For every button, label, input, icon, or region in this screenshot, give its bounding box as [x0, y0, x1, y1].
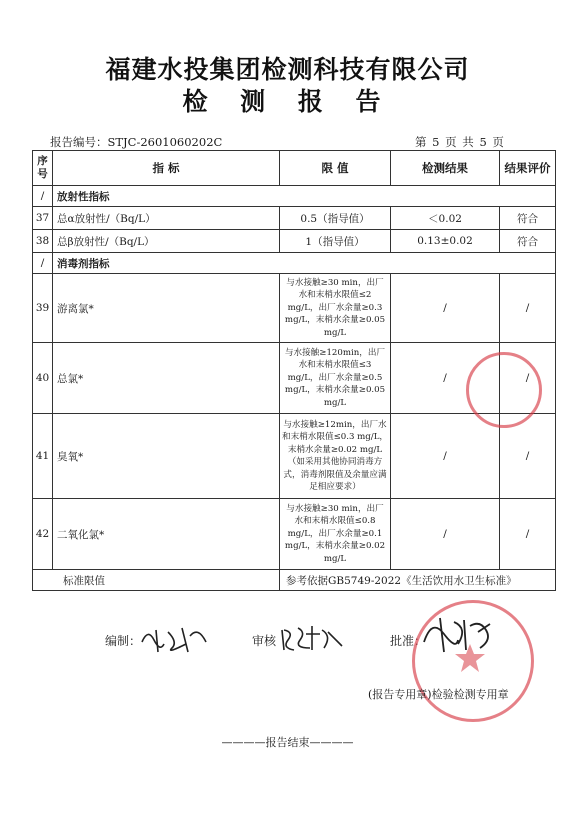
compile-label: 编制：: [105, 634, 142, 648]
table-row: [33, 414, 556, 499]
table-row: [33, 499, 556, 570]
row-result: 0.13±0.02: [391, 230, 500, 253]
company-title: 福建水投集团检测科技有限公司: [105, 55, 470, 84]
standard-label: 标准限值: [33, 570, 280, 591]
header-evaluation: 结果评价: [500, 151, 556, 186]
section-mark: /: [33, 253, 53, 274]
row-limit: 与水接触≥30 min，出厂水和末梢水限值≤2 mg/L，出厂水余量≥0.3 mg/L，末梢水余量≥0.05 mg/L: [280, 274, 391, 343]
row-eval: /: [500, 414, 556, 499]
row-no: 41: [33, 414, 53, 499]
header-limit: 限 值: [280, 151, 391, 186]
row-result: /: [391, 343, 500, 414]
row-limit: 1（指导值）: [280, 230, 391, 253]
page-info: 第 5 页 共 5 页: [415, 135, 505, 149]
row-limit: 与水接触≥120min，出厂水和末梢水限值≤3 mg/L，出厂水余量≥0.5 mg/L，末梢水余量≥0.05 mg/L: [280, 343, 391, 414]
report-number: [50, 134, 222, 150]
row-no: 42: [33, 499, 53, 570]
row-eval: /: [500, 274, 556, 343]
report-number-value: STJC-2601060202C: [107, 135, 223, 149]
row-indicator: 总氯*: [53, 343, 280, 414]
row-no: 40: [33, 343, 53, 414]
review-signature: [252, 632, 276, 649]
row-indicator: 总β放射性/（Bq/L）: [53, 230, 280, 253]
row-indicator: 二氧化氯*: [53, 499, 280, 570]
section-row-disinfectant: [33, 253, 556, 274]
review-label: 审核: [252, 634, 277, 648]
table-row: [33, 230, 556, 253]
row-eval: 符合: [500, 230, 556, 253]
seal-note: (报告专用章)检验检测专用章: [368, 688, 509, 701]
row-eval: 符合: [500, 207, 556, 230]
section-mark: /: [33, 186, 53, 207]
row-result: ＜0.02: [391, 207, 500, 230]
section-row-radioactivity: [33, 186, 556, 207]
inspection-seal-stamp: [412, 600, 534, 722]
table-row: [33, 207, 556, 230]
approve-label: 批准：: [390, 634, 427, 648]
header-seq: 序号: [33, 151, 53, 186]
row-result: /: [391, 414, 500, 499]
row-no: 39: [33, 274, 53, 343]
compile-signature: [105, 632, 141, 649]
row-result: /: [391, 499, 500, 570]
table-row: [33, 274, 556, 343]
report-end: ————报告结束————: [221, 736, 354, 749]
header-indicator: 指 标: [53, 151, 280, 186]
row-no: 38: [33, 230, 53, 253]
compile-handwritten-signature: [138, 622, 213, 656]
row-indicator: 臭氧*: [53, 414, 280, 499]
page-seal-stamp: [466, 352, 542, 428]
row-indicator: 总α放射性/（Bq/L）: [53, 207, 280, 230]
review-handwritten-signature: [278, 622, 348, 654]
row-result: /: [391, 274, 500, 343]
row-eval: /: [500, 499, 556, 570]
row-indicator: 游离氯*: [53, 274, 280, 343]
header-result: 检测结果: [391, 151, 500, 186]
section-title: 放射性指标: [53, 186, 556, 207]
row-limit: 0.5（指导值）: [280, 207, 391, 230]
standard-row: [33, 570, 556, 591]
section-title: 消毒剂指标: [53, 253, 556, 274]
row-limit: 与水接触≥30 min，出厂水和末梢水限值≤0.8 mg/L，出厂水余量≥0.1 mg/L，末梢水余量≥0.02 mg/L: [280, 499, 391, 570]
report-title: 检 测 报 告: [182, 87, 393, 116]
table-header-row: [33, 151, 556, 186]
row-eval: /: [500, 343, 556, 414]
report-number-label: 报告编号：: [50, 135, 108, 149]
row-no: 37: [33, 207, 53, 230]
row-limit: 与水接触≥12min，出厂水和末梢水限值≤0.3 mg/L，末梢水余量≥0.02 mg/L（如采用其他协同消毒方式，消毒剂限值及余量应满足相应要求）: [280, 414, 391, 499]
standard-value: 参考依据GB5749-2022《生活饮用水卫生标准》: [280, 570, 556, 591]
